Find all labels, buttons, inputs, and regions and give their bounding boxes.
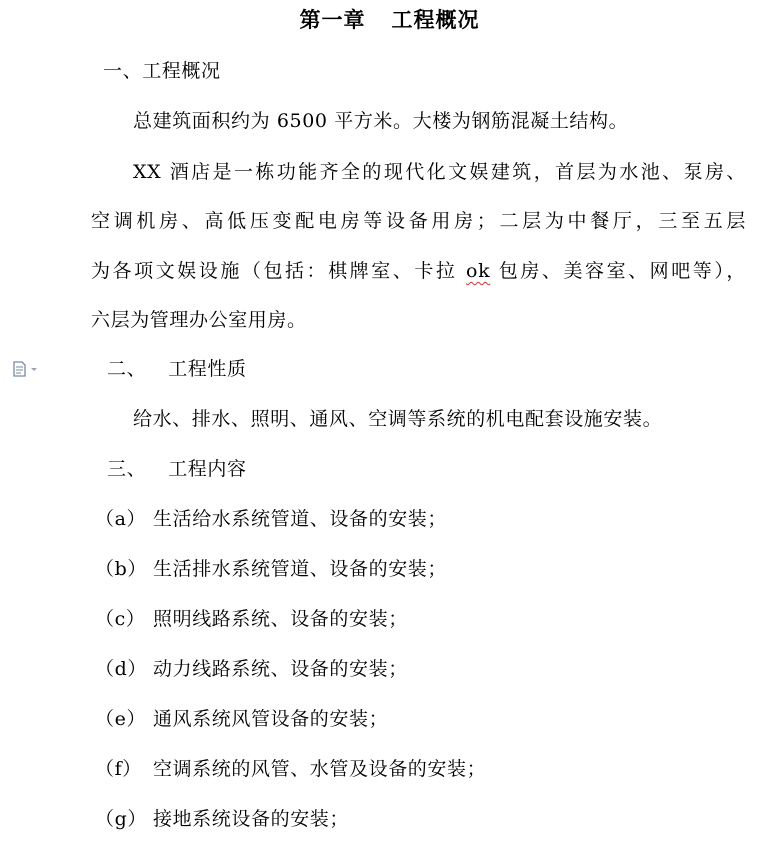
paragraph-hotel-line-2: 空调机房、高低压变配电房等设备用房；二层为中餐厅，三至五层 bbox=[91, 210, 746, 232]
hotel-line-3-end: 包房、美容室、网吧等）， bbox=[490, 260, 747, 282]
paragraph-options-icon[interactable] bbox=[12, 361, 42, 377]
paragraph-area: 总建筑面积约为 6500 平方米。大楼为钢筋混凝土结构。 bbox=[133, 110, 629, 132]
chapter-title bbox=[0, 2, 779, 38]
list-marker: （d） bbox=[95, 658, 147, 680]
section-heading-content bbox=[107, 455, 247, 483]
list-item bbox=[95, 705, 388, 733]
section-number: 三、 bbox=[107, 458, 147, 480]
list-item bbox=[95, 605, 408, 633]
list-item bbox=[95, 505, 447, 533]
list-marker: （a） bbox=[95, 508, 147, 530]
section-heading-nature bbox=[107, 355, 247, 383]
section-heading-text: 工程概况 bbox=[142, 60, 221, 82]
paragraph-hotel-line-3 bbox=[91, 257, 746, 285]
list-item-text: 空调系统的风管、水管及设备的安装； bbox=[153, 758, 487, 780]
list-item-text: 接地系统设备的安装； bbox=[153, 808, 350, 830]
list-item-text: 动力线路系统、设备的安装； bbox=[153, 658, 408, 680]
section-heading-overview bbox=[103, 57, 221, 85]
list-item-text: 生活排水系统管道、设备的安装； bbox=[153, 558, 448, 580]
paragraph-nature: 给水、排水、照明、通风、空调等系统的机电配套设施安装。 bbox=[133, 408, 663, 430]
list-marker: （b） bbox=[95, 558, 147, 580]
section-heading-text: 工程性质 bbox=[168, 358, 247, 380]
list-item-text: 生活给水系统管道、设备的安装； bbox=[153, 508, 448, 530]
list-marker: （c） bbox=[95, 608, 146, 630]
paragraph-hotel-line-4: 六层为管理办公室用房。 bbox=[91, 309, 307, 331]
list-marker: （f） bbox=[95, 758, 142, 780]
hotel-line-3-start: 为各项文娱设施（包括：棋牌室、卡拉 bbox=[91, 260, 467, 282]
chapter-number: 第一章 bbox=[299, 7, 366, 32]
section-number: 二、 bbox=[107, 358, 147, 380]
section-number: 一、 bbox=[103, 60, 143, 82]
paragraph-hotel-line-1: XX 酒店是一栋功能齐全的现代化文娱建筑，首层为水池、泵房、 bbox=[133, 161, 746, 183]
list-item bbox=[95, 805, 349, 833]
list-item-text: 通风系统风管设备的安装； bbox=[153, 708, 389, 730]
list-item bbox=[95, 555, 447, 583]
list-item-text: 照明线路系统、设备的安装； bbox=[153, 608, 408, 630]
list-marker: （e） bbox=[95, 708, 147, 730]
list-marker: （g） bbox=[95, 808, 147, 830]
section-heading-text: 工程内容 bbox=[168, 458, 247, 480]
chapter-name: 工程概况 bbox=[391, 7, 480, 32]
spellcheck-word[interactable]: ok bbox=[466, 260, 491, 282]
list-item bbox=[95, 755, 486, 783]
list-item bbox=[95, 655, 408, 683]
